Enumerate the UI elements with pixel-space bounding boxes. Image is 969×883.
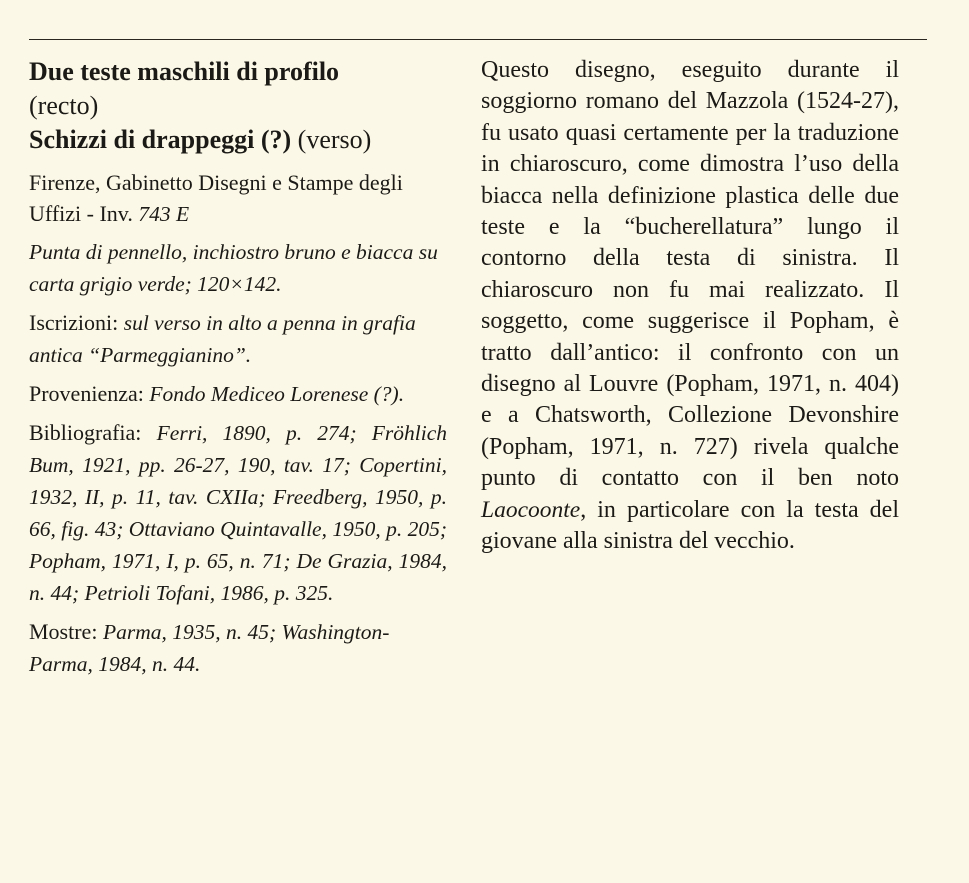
inscriptions-text: sul verso in alto a penna in grafia antica “Parmeggianino”. xyxy=(29,311,416,367)
exhibitions-text: Parma, 1935, n. 45; Washington-Parma, 1984, n. 44. xyxy=(29,620,390,676)
commentary-part2: , in particolare con la testa del giovane alla sinistra del vecchio. xyxy=(481,496,899,555)
exhibitions-label: Mostre: xyxy=(29,619,98,644)
inscriptions-label: Iscrizioni: xyxy=(29,310,119,335)
inscriptions xyxy=(29,307,447,371)
inventory-number: 743 E xyxy=(138,202,190,226)
commentary-column xyxy=(481,55,899,558)
commentary-part1: Questo disegno, eseguito durante il soggiorno romano del Mazzola (1524-27), fu usato quasi certamente per la traduzione in chiaroscuro, come dimostra l’uso della biacca nella definizione plastica delle due teste e la “bucherellatura” lungo il contorno della testa di sinistra. Il chiaroscuro non fu mai realizzato. Il soggetto, come suggerisce il Popham, è tratto dall’antico: il confronto con un disegno al Louvre (Popham, 1971, n. 404) e a Chatsworth, Collezione Devonshire (Popham, 1971, n. 727) rivela qualche punto di contatto con il ben noto xyxy=(481,57,899,492)
title-verso-note: (verso) xyxy=(297,125,372,154)
bibliography-label: Bibliografia: xyxy=(29,420,142,445)
provenance-text: Fondo Mediceo Lorenese (?). xyxy=(149,382,405,406)
provenance xyxy=(29,378,447,410)
entry-title xyxy=(29,55,447,157)
technique-text: Punta di pennello, inchiostro bruno e biacca su carta grigio verde; 120×142. xyxy=(29,240,438,296)
commentary-text xyxy=(481,55,899,558)
technique xyxy=(29,236,447,300)
location-text: Firenze, Gabinetto Disegni e Stampe degli Uffizi - Inv. xyxy=(29,170,403,226)
location xyxy=(29,167,447,230)
title-recto-note: (recto) xyxy=(29,91,99,120)
bibliography-text: Ferri, 1890, p. 274; Fröhlich Bum, 1921, pp. 26-27, 190, tav. 17; Copertini, 1932, II, p. 11, tav. CXIIa; Freedberg, 1950, p. 66, fig. 43; Ottaviano Quintavalle, 1950, p. 205; Popham, 1971, I, p. 65, n. 71; De Grazia, 1984, n. 44; Petrioli Tofani, 1986, p. 325. xyxy=(29,421,448,605)
exhibitions xyxy=(29,616,447,680)
catalog-entry xyxy=(29,55,447,680)
commentary-work-title: Laocoonte xyxy=(481,496,581,523)
title-verso: Schizzi di drappeggi (?) xyxy=(29,125,292,154)
top-rule xyxy=(29,39,927,40)
title-recto: Due teste maschili di profilo xyxy=(29,57,340,86)
bibliography xyxy=(29,417,447,609)
provenance-label: Provenienza: xyxy=(29,381,144,406)
